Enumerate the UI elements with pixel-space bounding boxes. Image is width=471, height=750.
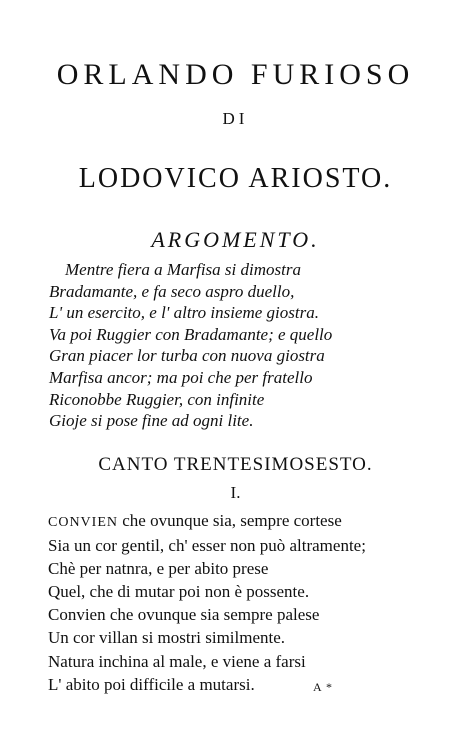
stanza-line: Quel, che di mutar poi non è possente. [48, 582, 310, 602]
argomento-line: Mentre fiera a Marfisa si dimostra [65, 260, 301, 279]
stanza-line: Chè per natnra, e per abito prese [48, 559, 269, 579]
stanza-line: Sia un cor gentil, ch' esser non può altramente; [48, 536, 366, 556]
argomento-line: Gran piacer lor turba con nuova giostra [49, 346, 325, 366]
stanza-line [48, 509, 458, 534]
canto-heading: CANTO TRENTESIMOSESTO. [98, 454, 373, 475]
argomento-line: L' un esercito, e l' altro insieme giostra. [49, 303, 319, 323]
stanza-line-rest: che ovunque sia, sempre cortese [118, 511, 342, 530]
stanza-verse [48, 509, 458, 696]
argomento-line: Riconobbe Ruggier, con infinite [49, 389, 265, 409]
signature-mark: A * [313, 680, 334, 694]
author-name: LODOVICO ARIOSTO. [78, 163, 393, 194]
argomento-line: Va poi Ruggier con Bradamante; e quello [49, 324, 333, 344]
stanza-line: Un cor villan si mostri similmente. [48, 628, 286, 648]
book-title: ORLANDO FURIOSO [56, 58, 415, 91]
stanza-number: I. [230, 483, 241, 502]
argomento-heading: ARGOMENTO. [151, 227, 320, 252]
argomento-line: Bradamante, e fa seco aspro duello, [49, 281, 295, 301]
title-connector: DI [222, 109, 249, 128]
argomento-verse [49, 259, 449, 432]
stanza-line: Convien che ovunque sia sempre palese [48, 605, 320, 625]
stanza-initial-word: CONVIEN [48, 515, 118, 530]
argomento-line: Marfisa ancor; ma poi che per fratello [49, 367, 313, 387]
stanza-line: L' abito poi difficile a mutarsi. [48, 674, 255, 694]
argomento-line: Gioje si pose fine ad ogni lite. [49, 411, 254, 431]
stanza-line: Natura inchina al male, e viene a farsi [48, 651, 306, 671]
